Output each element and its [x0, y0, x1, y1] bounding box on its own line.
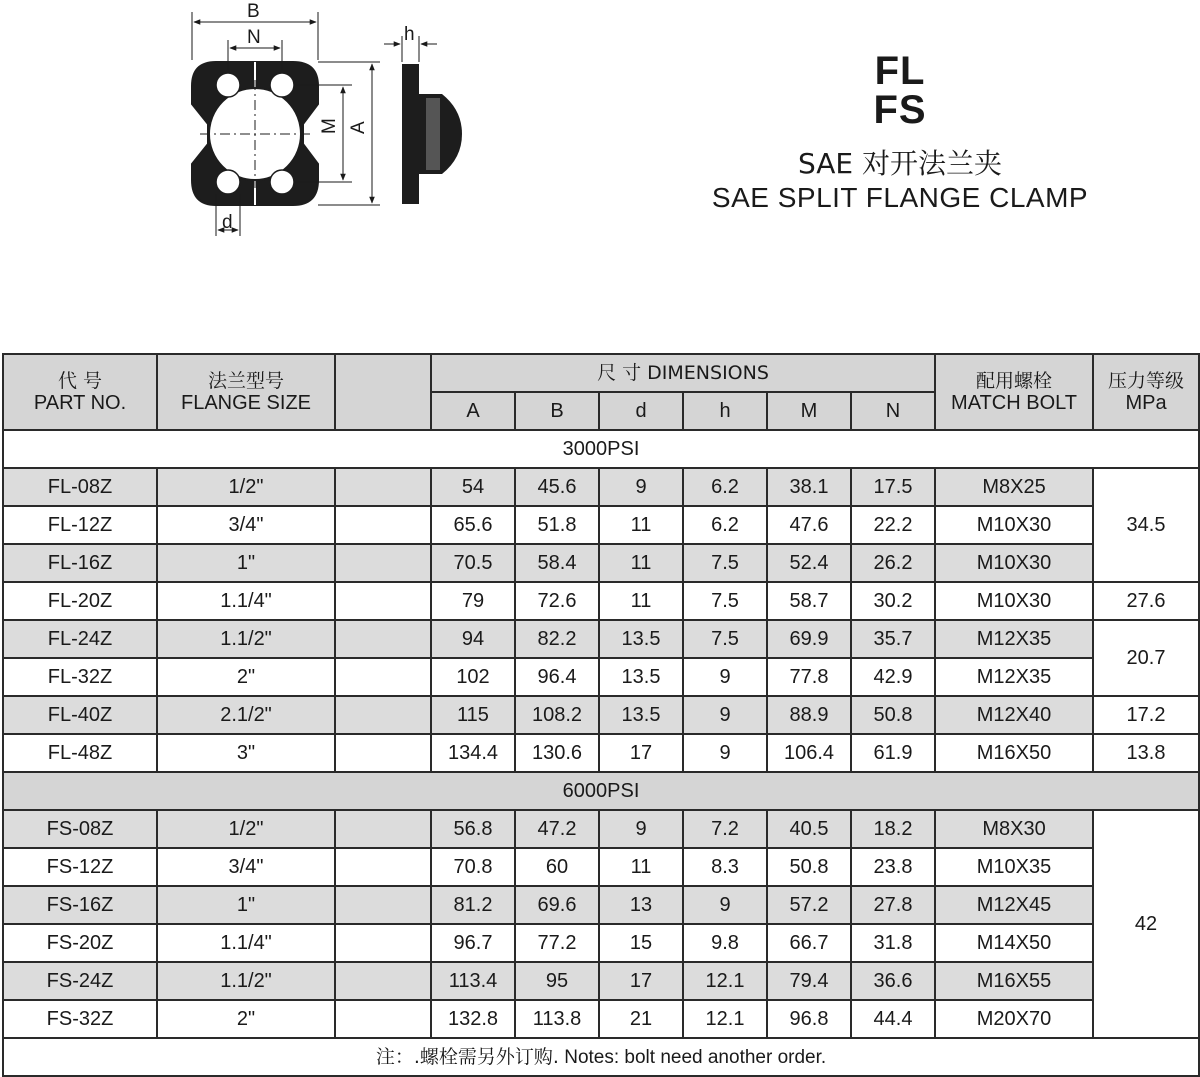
dim-cell: 9 [599, 810, 683, 848]
dim-cell: 17.5 [851, 468, 935, 506]
match-bolt-cell: M10X30 [935, 544, 1093, 582]
dim-cell: 69.9 [767, 620, 851, 658]
dim-cell: 60 [515, 848, 599, 886]
match-bolt-cell: M12X35 [935, 620, 1093, 658]
dim-cell: 13.5 [599, 620, 683, 658]
header-dim-n: N [851, 392, 935, 430]
part-no-cell: FL-12Z [3, 506, 157, 544]
match-bolt-cell: M12X40 [935, 696, 1093, 734]
dim-cell: 57.2 [767, 886, 851, 924]
dim-cell: 58.4 [515, 544, 599, 582]
blank-cell [335, 886, 431, 924]
dim-cell: 13 [599, 886, 683, 924]
header-dim-m: M [767, 392, 851, 430]
blank-cell [335, 734, 431, 772]
dim-cell: 9 [683, 886, 767, 924]
dim-cell: 36.6 [851, 962, 935, 1000]
dim-cell: 58.7 [767, 582, 851, 620]
dim-cell: 12.1 [683, 1000, 767, 1038]
dim-cell: 50.8 [851, 696, 935, 734]
dim-label-d: d [222, 212, 233, 233]
header-dim-d: d [599, 392, 683, 430]
dim-cell: 45.6 [515, 468, 599, 506]
blank-cell [335, 962, 431, 1000]
chinese-title: SAE 对开法兰夹 [797, 147, 1003, 180]
dim-cell: 81.2 [431, 886, 515, 924]
footnote [3, 1038, 1199, 1076]
match-bolt-cell: M8X30 [935, 810, 1093, 848]
dim-cell: 79 [431, 582, 515, 620]
table-row [3, 1000, 1199, 1038]
flange-size-cell: 3/4" [157, 506, 335, 544]
table-row [3, 810, 1199, 848]
table-row [3, 620, 1199, 658]
dim-cell: 96.4 [515, 658, 599, 696]
flange-size-cell: 1.1/4" [157, 582, 335, 620]
match-bolt-cell: M14X50 [935, 924, 1093, 962]
match-bolt-cell: M16X55 [935, 962, 1093, 1000]
dim-label-h: h [404, 24, 415, 45]
part-no-cell: FL-16Z [3, 544, 157, 582]
dim-cell: 79.4 [767, 962, 851, 1000]
dim-cell: 9 [599, 468, 683, 506]
header-dimensions: 尺 寸 DIMENSIONS [431, 354, 935, 392]
header-blank [335, 354, 431, 430]
match-bolt-cell: M10X35 [935, 848, 1093, 886]
part-no-cell: FS-08Z [3, 810, 157, 848]
dim-cell: 42.9 [851, 658, 935, 696]
flange-size-cell: 2.1/2" [157, 696, 335, 734]
header-dim-b: B [515, 392, 599, 430]
flange-size-cell: 1.1/2" [157, 962, 335, 1000]
flange-size-cell: 1/2" [157, 810, 335, 848]
table-row [3, 886, 1199, 924]
dim-label-b: B [247, 1, 260, 22]
title-block [700, 49, 1100, 215]
table-row [3, 734, 1199, 772]
group-label: 6000PSI [3, 772, 1199, 810]
split-flange-clamp-drawing [0, 0, 520, 250]
dim-cell: 40.5 [767, 810, 851, 848]
header-dim-a: A [431, 392, 515, 430]
blank-cell [335, 848, 431, 886]
dim-cell: 51.8 [515, 506, 599, 544]
blank-cell [335, 582, 431, 620]
dim-cell: 96.8 [767, 1000, 851, 1038]
flange-size-cell: 2" [157, 658, 335, 696]
part-no-cell: FS-12Z [3, 848, 157, 886]
spec-table [2, 353, 1200, 1077]
blank-cell [335, 468, 431, 506]
dim-cell: 52.4 [767, 544, 851, 582]
match-bolt-cell: M12X45 [935, 886, 1093, 924]
clamp-front-view [192, 62, 318, 205]
flange-size-cell: 1" [157, 544, 335, 582]
product-code-fs: FS [873, 88, 927, 132]
pressure-cell: 20.7 [1093, 620, 1199, 696]
part-no-cell: FL-24Z [3, 620, 157, 658]
dim-cell: 9.8 [683, 924, 767, 962]
header-pressure: 压力等级 MPa [1093, 354, 1199, 430]
table-row [3, 962, 1199, 1000]
dim-label-m: M [319, 118, 340, 134]
dim-cell: 18.2 [851, 810, 935, 848]
header-dim-h: h [683, 392, 767, 430]
dim-cell: 132.8 [431, 1000, 515, 1038]
dim-cell: 77.8 [767, 658, 851, 696]
header-flange-size: 法兰型号 FLANGE SIZE [157, 354, 335, 430]
dim-cell: 7.5 [683, 620, 767, 658]
group-row [3, 430, 1199, 468]
dim-cell: 6.2 [683, 506, 767, 544]
dim-cell: 70.8 [431, 848, 515, 886]
blank-cell [335, 544, 431, 582]
part-no-cell: FL-48Z [3, 734, 157, 772]
table-row [3, 658, 1199, 696]
dim-cell: 27.8 [851, 886, 935, 924]
dim-cell: 72.6 [515, 582, 599, 620]
dim-cell: 12.1 [683, 962, 767, 1000]
dim-cell: 7.5 [683, 544, 767, 582]
dim-cell: 113.4 [431, 962, 515, 1000]
dim-cell: 108.2 [515, 696, 599, 734]
pressure-cell: 13.8 [1093, 734, 1199, 772]
match-bolt-cell: M16X50 [935, 734, 1093, 772]
blank-cell [335, 924, 431, 962]
dim-cell: 11 [599, 582, 683, 620]
match-bolt-cell: M12X35 [935, 658, 1093, 696]
part-no-cell: FS-24Z [3, 962, 157, 1000]
pressure-cell: 27.6 [1093, 582, 1199, 620]
match-bolt-cell: M8X25 [935, 468, 1093, 506]
dim-cell: 15 [599, 924, 683, 962]
part-no-cell: FS-32Z [3, 1000, 157, 1038]
dim-cell: 65.6 [431, 506, 515, 544]
dim-cell: 82.2 [515, 620, 599, 658]
dim-cell: 21 [599, 1000, 683, 1038]
dim-cell: 88.9 [767, 696, 851, 734]
dim-cell: 7.5 [683, 582, 767, 620]
match-bolt-cell: M20X70 [935, 1000, 1093, 1038]
dim-cell: 106.4 [767, 734, 851, 772]
clamp-side-view [402, 64, 462, 204]
dim-cell: 11 [599, 848, 683, 886]
dim-cell: 56.8 [431, 810, 515, 848]
dim-cell: 6.2 [683, 468, 767, 506]
dim-cell: 35.7 [851, 620, 935, 658]
dim-cell: 96.7 [431, 924, 515, 962]
blank-cell [335, 810, 431, 848]
match-bolt-cell: M10X30 [935, 582, 1093, 620]
flange-size-cell: 3" [157, 734, 335, 772]
bolt-hole-bottom-left [216, 170, 240, 194]
pressure-cell: 34.5 [1093, 468, 1199, 582]
dim-label-a: A [348, 121, 369, 134]
dim-cell: 26.2 [851, 544, 935, 582]
dim-cell: 66.7 [767, 924, 851, 962]
dim-cell: 134.4 [431, 734, 515, 772]
dim-cell: 31.8 [851, 924, 935, 962]
table-row [3, 582, 1199, 620]
blank-cell [335, 506, 431, 544]
dim-cell: 69.6 [515, 886, 599, 924]
dim-cell: 38.1 [767, 468, 851, 506]
dim-cell: 47.2 [515, 810, 599, 848]
dim-cell: 47.6 [767, 506, 851, 544]
dim-cell: 11 [599, 506, 683, 544]
dim-cell: 22.2 [851, 506, 935, 544]
blank-cell [335, 1000, 431, 1038]
dim-cell: 102 [431, 658, 515, 696]
part-no-cell: FL-20Z [3, 582, 157, 620]
header-match-bolt: 配用螺栓 MATCH BOLT [935, 354, 1093, 430]
dim-cell: 61.9 [851, 734, 935, 772]
part-no-cell: FS-20Z [3, 924, 157, 962]
blank-cell [335, 696, 431, 734]
pressure-cell: 17.2 [1093, 696, 1199, 734]
dim-cell: 95 [515, 962, 599, 1000]
product-code-fl: FL [874, 49, 926, 93]
flange-size-cell: 3/4" [157, 848, 335, 886]
dim-cell: 8.3 [683, 848, 767, 886]
table-row [3, 506, 1199, 544]
dim-cell: 30.2 [851, 582, 935, 620]
dim-cell: 13.5 [599, 696, 683, 734]
table-row [3, 924, 1199, 962]
flange-size-cell: 1.1/2" [157, 620, 335, 658]
bolt-hole-top-left [216, 73, 240, 97]
dim-cell: 11 [599, 544, 683, 582]
dim-cell: 77.2 [515, 924, 599, 962]
dim-cell: 94 [431, 620, 515, 658]
match-bolt-cell: M10X30 [935, 506, 1093, 544]
dim-label-n: N [247, 27, 261, 48]
table-row [3, 468, 1199, 506]
bolt-hole-top-right [270, 73, 294, 97]
dim-cell: 23.8 [851, 848, 935, 886]
footnote-en: Notes: bolt need another order. [558, 1046, 827, 1068]
group-label: 3000PSI [3, 430, 1199, 468]
dim-cell: 17 [599, 734, 683, 772]
english-title: SAE SPLIT FLANGE CLAMP [711, 182, 1089, 213]
blank-cell [335, 658, 431, 696]
group-row [3, 772, 1199, 810]
footnote-cn: 注：.螺栓需另外订购. [375, 1045, 559, 1068]
part-no-cell: FL-08Z [3, 468, 157, 506]
table-row [3, 848, 1199, 886]
dim-cell: 54 [431, 468, 515, 506]
dim-cell: 70.5 [431, 544, 515, 582]
dim-cell: 7.2 [683, 810, 767, 848]
flange-size-cell: 1" [157, 886, 335, 924]
header-part-no: 代 号 PART NO. [3, 354, 157, 430]
part-no-cell: FL-40Z [3, 696, 157, 734]
dim-cell: 115 [431, 696, 515, 734]
flange-size-cell: 1/2" [157, 468, 335, 506]
flange-size-cell: 2" [157, 1000, 335, 1038]
dim-cell: 9 [683, 696, 767, 734]
dim-cell: 13.5 [599, 658, 683, 696]
flange-size-cell: 1.1/4" [157, 924, 335, 962]
dim-cell: 44.4 [851, 1000, 935, 1038]
table-row [3, 696, 1199, 734]
part-no-cell: FL-32Z [3, 658, 157, 696]
table-row [3, 544, 1199, 582]
pressure-cell: 42 [1093, 810, 1199, 1038]
bolt-hole-bottom-right [270, 170, 294, 194]
blank-cell [335, 620, 431, 658]
dim-cell: 50.8 [767, 848, 851, 886]
dim-cell: 9 [683, 658, 767, 696]
dim-cell: 113.8 [515, 1000, 599, 1038]
dim-cell: 130.6 [515, 734, 599, 772]
dim-cell: 17 [599, 962, 683, 1000]
dim-cell: 9 [683, 734, 767, 772]
part-no-cell: FS-16Z [3, 886, 157, 924]
